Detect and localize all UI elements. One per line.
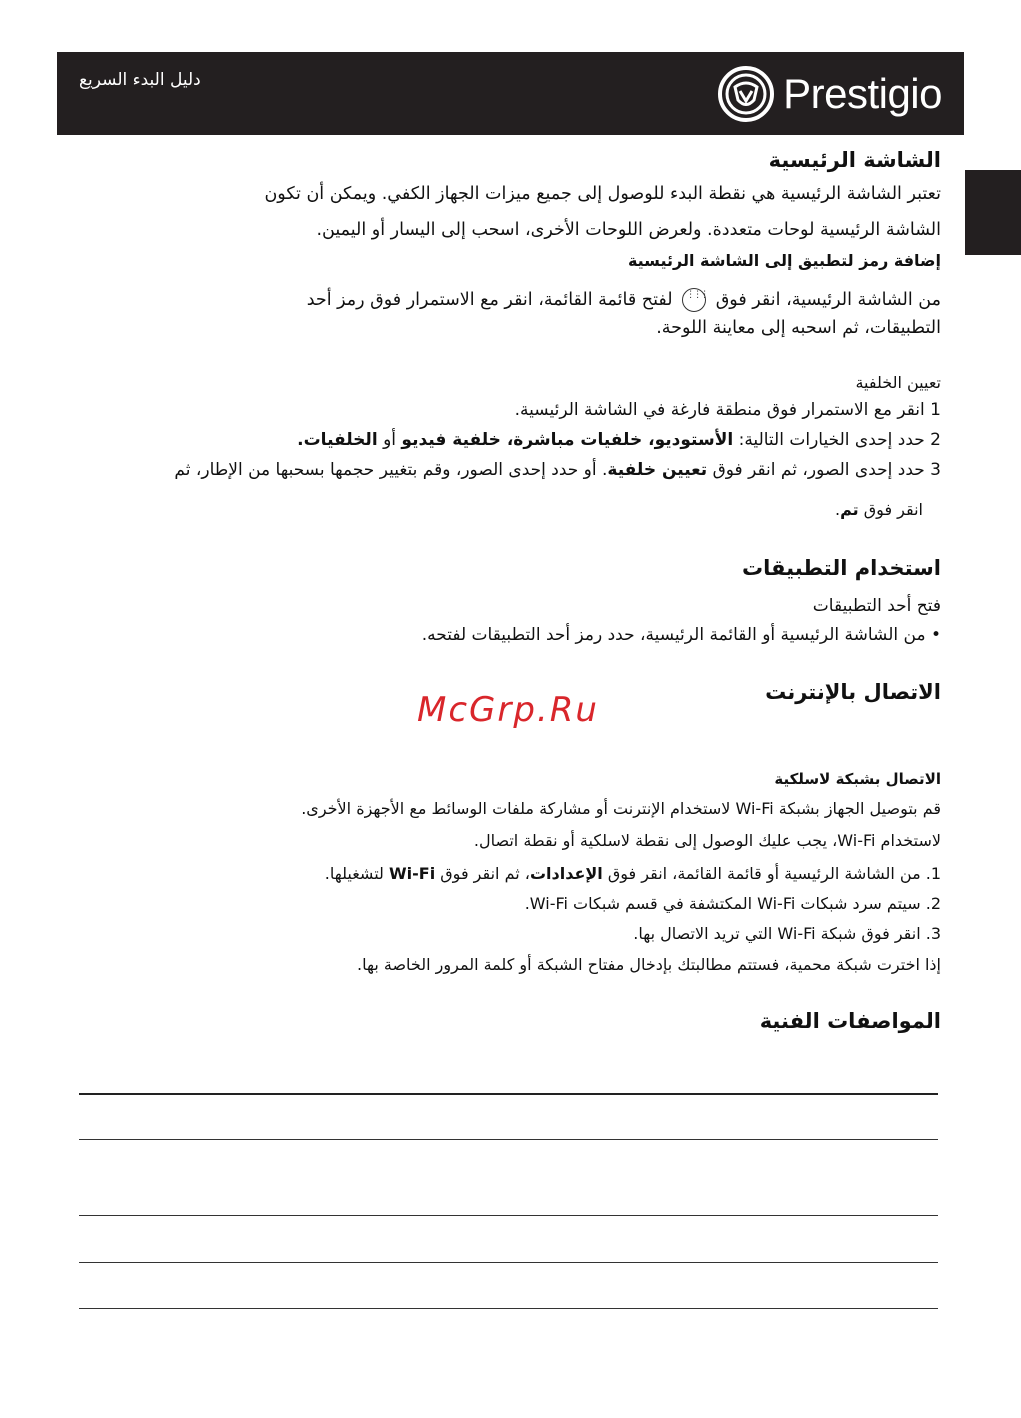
wifi-step2: 2. سيتم سرد شبكات Wi-Fi المكتشفة في قسم شبكات Wi-Fi. — [524, 894, 941, 913]
step2-prefix: 2 حدد إحدى الخيارات التالية: — [738, 430, 941, 450]
wallpaper-title: تعيين الخلفية — [855, 373, 941, 392]
section-title-apps: استخدام التطبيقات — [742, 556, 941, 580]
apps-grid-icon — [682, 288, 706, 312]
spec-table-rule — [79, 1215, 938, 1216]
step2-or: أو — [383, 430, 396, 450]
step3-text-c: انقر فوق — [863, 500, 923, 519]
wallpaper-step3 — [174, 460, 941, 480]
step3-done: تم — [840, 500, 859, 519]
step2-last: الخلفيات. — [297, 430, 378, 450]
wifi-line1: قم بتوصيل الجهاز بشبكة Wi-Fi لاستخدام الإنترنت أو مشاركة ملفات الوسائط مع الأجهزة الأخرى. — [301, 799, 941, 818]
header-bar — [57, 52, 964, 135]
watermark: McGrp.Ru — [417, 690, 599, 730]
spec-table-rule — [79, 1093, 938, 1095]
spec-table-rule — [79, 1139, 938, 1140]
open-app-title: فتح أحد التطبيقات — [812, 596, 941, 616]
add-shortcut-title: إضافة رمز لتطبيق إلى الشاشة الرئيسية — [627, 251, 941, 270]
section-title-specs: المواصفات الفنية — [759, 1009, 941, 1033]
open-app-bullet: • من الشاشة الرئيسية أو القائمة الرئيسية، حدد رمز أحد التطبيقات لفتحه. — [421, 625, 941, 645]
section-title-home: الشاشة الرئيسية — [768, 148, 941, 172]
add-shortcut-text-b: لفتح قائمة القائمة، انقر مع الاستمرار فوق رمز أحد — [306, 290, 673, 310]
spec-table-rule — [79, 1308, 938, 1309]
section-title-internet: الاتصال بالإنترنت — [765, 680, 941, 704]
language-tab-marker — [965, 170, 1021, 255]
step3-text-a: 3 حدد إحدى الصور، ثم انقر فوق — [712, 460, 941, 480]
step2-options: الأستوديو، خلفيات مباشرة، خلفية فيديو — [401, 430, 734, 450]
wifi-step1-wifi: Wi-Fi — [388, 864, 436, 883]
add-shortcut-text-a: من الشاشة الرئيسية، انقر فوق — [715, 290, 941, 310]
step3-set-wallpaper: تعيين خلفية — [607, 460, 708, 480]
wifi-step1-b: ، ثم انقر فوق — [440, 864, 530, 883]
wifi-step1 — [325, 864, 941, 883]
add-shortcut-line1 — [162, 288, 941, 312]
wifi-step4: إذا اخترت شبكة محمية، فستتم مطالبتك بإدخال مفتاح الشبكة أو كلمة المرور الخاصة بها. — [357, 955, 941, 974]
wallpaper-step3-cont — [835, 500, 923, 519]
wallpaper-step2 — [297, 430, 941, 450]
brand-name: Prestigio — [783, 70, 942, 117]
wifi-step1-a: 1. من الشاشة الرئيسية أو قائمة القائمة، انقر فوق — [607, 864, 941, 883]
home-intro-line2: الشاشة الرئيسية لوحات متعددة. ولعرض اللوحات الأخرى، اسحب إلى اليسار أو اليمين. — [316, 220, 941, 240]
wifi-line2: لاستخدام Wi-Fi، يجب عليك الوصول إلى نقطة لاسلكية أو نقطة اتصال. — [473, 831, 941, 850]
wallpaper-step1: 1 انقر مع الاستمرار فوق منطقة فارغة في الشاشة الرئيسية. — [514, 400, 941, 420]
prestigio-shield-icon — [717, 65, 775, 123]
wifi-step3: 3. انقر فوق شبكة Wi-Fi التي تريد الاتصال بها. — [633, 924, 941, 943]
spec-table-rule — [79, 1262, 938, 1263]
step3-end: . — [835, 500, 841, 519]
add-shortcut-line2: التطبيقات، ثم اسحبه إلى معاينة اللوحة. — [656, 318, 941, 338]
brand-logo — [717, 65, 942, 123]
wifi-step1-settings: الإعدادات — [529, 864, 603, 883]
step3-text-b: . أو حدد إحدى الصور، وقم بتغيير حجمها بسحبها من الإطار، ثم — [174, 460, 608, 480]
wifi-title: الاتصال بشبكة لاسلكية — [774, 770, 941, 788]
wifi-step1-c: لتشغيلها. — [324, 864, 384, 883]
home-intro-line1: تعتبر الشاشة الرئيسية هي نقطة البدء للوصول إلى جميع ميزات الجهاز الكفي. ويمكن أن تكون — [264, 184, 941, 204]
guide-title: دليل البدء السريع — [79, 70, 201, 90]
